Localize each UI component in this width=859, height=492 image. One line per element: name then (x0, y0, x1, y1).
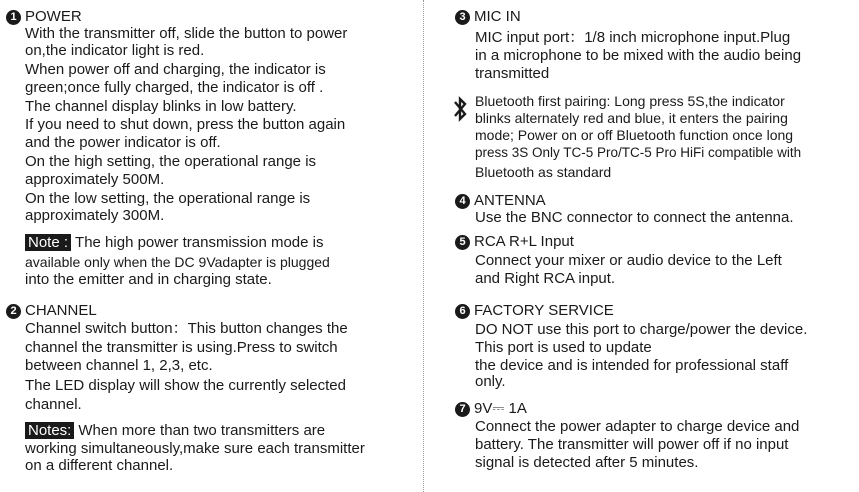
factory-heading (455, 302, 614, 320)
factory-text-line: only. (475, 373, 506, 390)
rca-heading (455, 233, 574, 251)
power-input-heading (455, 400, 527, 418)
number-badge-5: 5 (455, 235, 470, 250)
power-text-line: On the low setting, the operational range is (25, 190, 311, 207)
power-note-line: available only when the DC 9Vadapter is plugged (25, 254, 330, 270)
rca-text-line: Connect your mixer or audio device to the Left (475, 252, 782, 269)
rca-title: RCA R+L Input (474, 233, 574, 250)
mic-title: MIC IN (474, 8, 521, 25)
antenna-title: ANTENNA (474, 192, 546, 209)
channel-text-line: channel. (25, 396, 82, 413)
power-text-line: The channel display blinks in low battery. (25, 98, 297, 115)
mic-text-line: MIC input port：1/8 inch microphone input.Plug (475, 29, 791, 46)
power-text-line: With the transmitter off, slide the button to power (25, 25, 348, 42)
factory-title: FACTORY SERVICE (474, 302, 614, 319)
channel-text-line: between channel 1, 2,3, etc. (25, 357, 213, 374)
power-note-line (25, 234, 323, 252)
number-badge-3: 3 (455, 10, 470, 25)
channel-text-line: channel the transmitter is using.Press to switch (25, 339, 338, 356)
bluetooth-icon (452, 93, 468, 125)
power-text-line: and the power indicator is off. (25, 134, 221, 151)
factory-text-line: the device and is intended for professional staff (475, 357, 789, 374)
power-input-text-line: signal is detected after 5 minutes. (475, 454, 699, 471)
antenna-heading (455, 192, 546, 210)
number-badge-4: 4 (455, 194, 470, 209)
factory-text-line: DO NOT use this port to charge/power the device. (475, 321, 808, 338)
power-heading (6, 8, 82, 26)
channel-note-line: working simultaneously,make sure each transmitter (25, 440, 365, 457)
power-input-text-line: battery. The transmitter will power off if no input (475, 436, 789, 453)
bluetooth-text-line: press 3S Only TC-5 Pro/TC-5 Pro HiFi compatible with (475, 145, 802, 160)
rca-text-line: and Right RCA input. (475, 270, 616, 287)
power-text-line: If you need to shut down, press the button again (25, 116, 346, 133)
power-text-line: On the high setting, the operational range is (25, 153, 317, 170)
column-divider (423, 0, 424, 492)
channel-note-line: on a different channel. (25, 457, 174, 474)
channel-text-line: The LED display will show the currently selected (25, 377, 346, 394)
power-input-text-line: Connect the power adapter to charge device and (475, 418, 800, 435)
note-tag: Note : (25, 234, 71, 251)
note-tag: Notes: (25, 422, 74, 439)
channel-text-line: Channel switch button：This button changes the (25, 320, 348, 337)
power-text-line: approximately 500M. (25, 171, 165, 188)
power-text-line: approximately 300M. (25, 207, 165, 224)
channel-note-text: When more than two transmitters are (78, 422, 326, 439)
bluetooth-text-line: Bluetooth first pairing: Long press 5S,the indicator (475, 93, 785, 109)
antenna-text-line: Use the BNC connector to connect the antenna. (475, 209, 794, 226)
channel-title: CHANNEL (25, 302, 97, 319)
factory-text-line: This port is used to update (475, 339, 652, 356)
number-badge-1: 1 (6, 10, 21, 25)
power-text-line: on,the indicator light is red. (25, 42, 205, 59)
power-input-title: 9V⎓ 1A (474, 400, 527, 417)
power-title: POWER (25, 8, 82, 25)
mic-heading (455, 8, 521, 26)
mic-text-line: transmitted (475, 65, 550, 82)
number-badge-6: 6 (455, 304, 470, 319)
bluetooth-text-line: blinks alternately red and blue, it enters the pairing (475, 110, 788, 126)
channel-heading (6, 302, 97, 320)
power-note-line: into the emitter and in charging state. (25, 271, 272, 288)
mic-text-line: in a microphone to be mixed with the audio being (475, 47, 802, 64)
number-badge-2: 2 (6, 304, 21, 319)
power-note-text: The high power transmission mode is (75, 234, 324, 251)
bluetooth-text-line: mode; Power on or off Bluetooth function once long (475, 127, 794, 143)
power-text-line: green;once fully charged, the indicator is off . (25, 79, 324, 96)
number-badge-7: 7 (455, 402, 470, 417)
power-text-line: When power off and charging, the indicator is (25, 61, 326, 78)
bluetooth-text-line: Bluetooth as standard (475, 164, 612, 180)
channel-note-line (25, 422, 325, 440)
